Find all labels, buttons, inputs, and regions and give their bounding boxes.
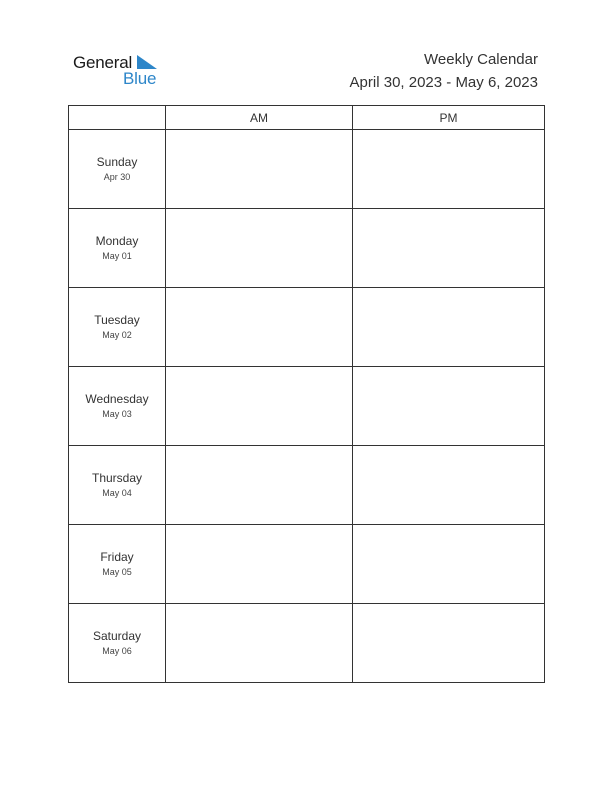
day-date: May 01 [102, 251, 132, 261]
am-cell[interactable] [166, 525, 353, 604]
document-header [350, 50, 538, 94]
am-cell[interactable] [166, 288, 353, 367]
day-date: May 05 [102, 567, 132, 577]
day-label-cell [69, 367, 166, 446]
pm-cell[interactable] [353, 209, 545, 288]
table-row [69, 288, 545, 367]
day-name: Monday [95, 234, 139, 248]
pm-cell[interactable] [353, 446, 545, 525]
corner-header-cell [69, 106, 166, 130]
pm-cell[interactable] [353, 288, 545, 367]
day-name: Sunday [96, 155, 138, 169]
pm-column-header: PM [353, 106, 545, 130]
pm-cell[interactable] [353, 604, 545, 683]
am-column-header: AM [166, 106, 353, 130]
table-row [69, 604, 545, 683]
day-name: Wednesday [85, 392, 149, 406]
table-row [69, 367, 545, 446]
day-label-cell [69, 130, 166, 209]
weekly-calendar-table [68, 105, 545, 683]
pm-cell[interactable] [353, 367, 545, 446]
generalblue-logo [73, 53, 173, 89]
am-cell[interactable] [166, 130, 353, 209]
day-name: Saturday [92, 629, 142, 643]
am-cell[interactable] [166, 446, 353, 525]
table-row [69, 446, 545, 525]
pm-cell[interactable] [353, 130, 545, 209]
am-cell[interactable] [166, 367, 353, 446]
day-date: May 03 [102, 409, 132, 419]
logo-text-blue: Blue [123, 69, 157, 88]
day-name: Friday [100, 550, 134, 564]
day-name: Tuesday [94, 313, 140, 327]
day-label-cell [69, 209, 166, 288]
am-cell[interactable] [166, 604, 353, 683]
day-date: May 02 [102, 330, 132, 340]
day-label-cell [69, 288, 166, 367]
day-date: May 06 [102, 646, 132, 656]
document-title: Weekly Calendar [424, 51, 538, 68]
day-date: Apr 30 [103, 172, 131, 182]
day-label-cell [69, 525, 166, 604]
date-range: April 30, 2023 - May 6, 2023 [349, 74, 538, 91]
table-row [69, 209, 545, 288]
logo-text-general: General [73, 53, 133, 72]
pm-cell[interactable] [353, 525, 545, 604]
day-label-cell [69, 604, 166, 683]
day-name: Thursday [91, 471, 143, 485]
table-row [69, 130, 545, 209]
table-row [69, 525, 545, 604]
day-label-cell [69, 446, 166, 525]
am-cell[interactable] [166, 209, 353, 288]
day-date: May 04 [102, 488, 132, 498]
header-row [69, 106, 545, 130]
